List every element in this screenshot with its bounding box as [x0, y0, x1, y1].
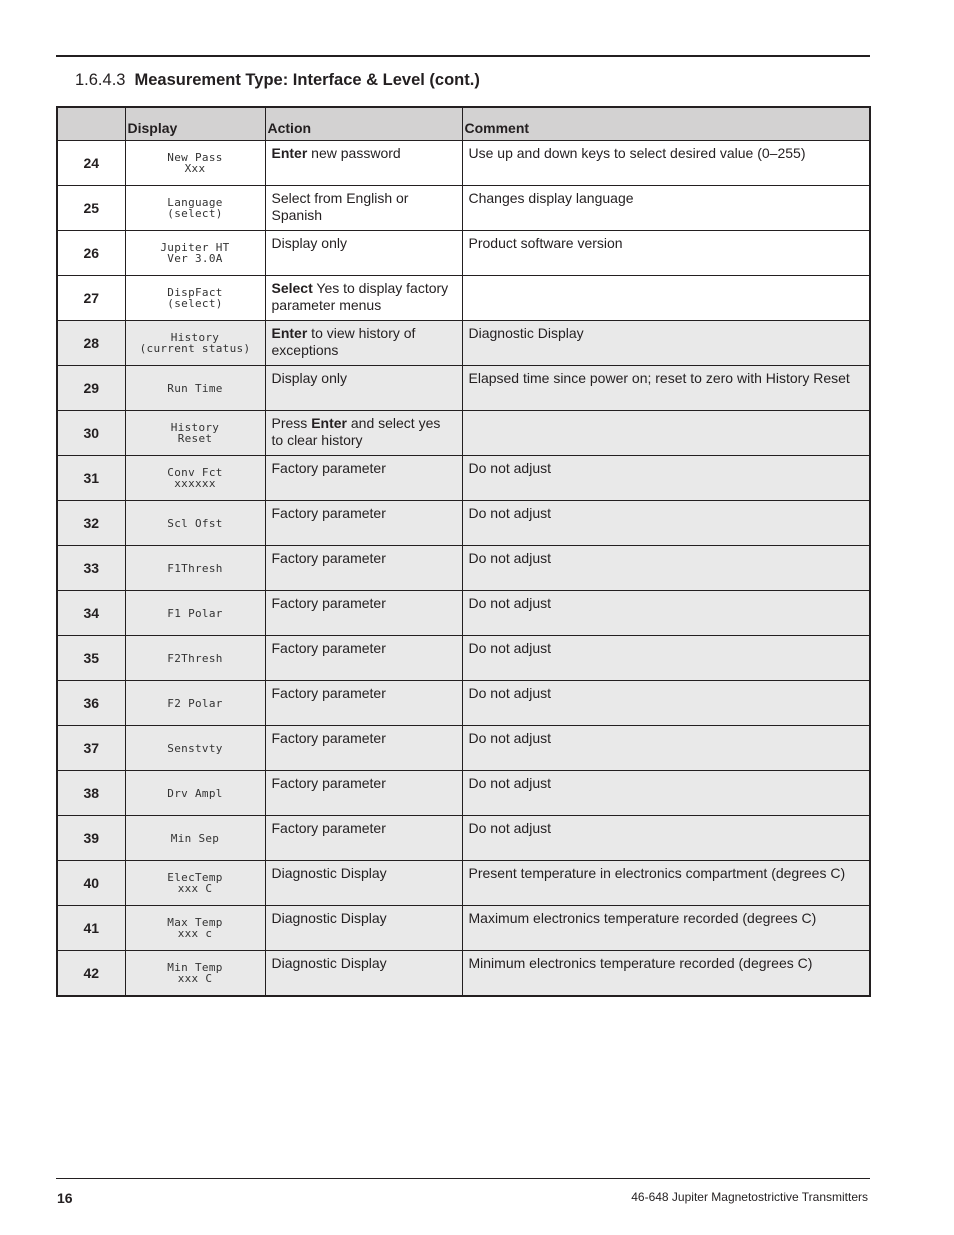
table-row: [57, 276, 870, 321]
display-text: [125, 276, 265, 321]
section-heading: [75, 71, 480, 90]
step-number: 27: [57, 276, 125, 321]
display-text: [125, 411, 265, 456]
display-text: [125, 186, 265, 231]
comment-text: Do not adjust: [462, 726, 870, 771]
display-text: [125, 951, 265, 997]
action-text: [265, 951, 462, 997]
action-description: Diagnostic Display: [271, 865, 387, 881]
action-key: Enter: [271, 145, 308, 161]
action-description: Display only: [271, 235, 347, 251]
action-text: [265, 141, 462, 186]
display-text: [125, 141, 265, 186]
step-number: 41: [57, 906, 125, 951]
display-text: [125, 861, 265, 906]
table-row: [57, 186, 870, 231]
action-text: [265, 366, 462, 411]
action-description: Factory parameter: [271, 730, 386, 746]
action-description: to view history of exceptions: [271, 325, 416, 358]
table-row: [57, 861, 870, 906]
comment-text: [462, 276, 870, 321]
action-description: Display only: [271, 370, 347, 386]
comment-text: Do not adjust: [462, 456, 870, 501]
table-row: [57, 456, 870, 501]
display-line-2: xxx C: [177, 972, 213, 985]
display-text: [125, 816, 265, 861]
action-text: [265, 411, 462, 456]
table-row: [57, 816, 870, 861]
action-text: [265, 186, 462, 231]
display-line-1: History: [170, 421, 220, 434]
action-text: [265, 861, 462, 906]
bottom-rule: [56, 1178, 870, 1179]
display-line-1: F1 Polar: [167, 606, 223, 620]
comment-text: Do not adjust: [462, 591, 870, 636]
top-rule: [56, 55, 870, 57]
action-text: [265, 816, 462, 861]
display-line-2: xxx C: [177, 882, 213, 895]
step-number: 26: [57, 231, 125, 276]
action-text: [265, 276, 462, 321]
action-text: [265, 456, 462, 501]
action-text: [265, 321, 462, 366]
display-text: [125, 681, 265, 726]
table-row: [57, 366, 870, 411]
step-number: 38: [57, 771, 125, 816]
step-number: 31: [57, 456, 125, 501]
action-key: Select: [271, 280, 313, 296]
step-number: 39: [57, 816, 125, 861]
step-number: 36: [57, 681, 125, 726]
display-line-1: Run Time: [167, 381, 223, 395]
display-line-1: DispFact: [167, 286, 223, 299]
action-description: Factory parameter: [271, 595, 386, 611]
display-line-1: Conv Fct: [167, 466, 223, 479]
step-number: 25: [57, 186, 125, 231]
display-line-1: Scl Ofst: [167, 516, 223, 530]
display-text: [125, 456, 265, 501]
table-row: [57, 591, 870, 636]
comment-text: Use up and down keys to select desired value (0–255): [462, 141, 870, 186]
display-line-2: (select): [167, 207, 223, 220]
step-number: 40: [57, 861, 125, 906]
action-description: Factory parameter: [271, 820, 386, 836]
display-line-1: Min Temp: [167, 961, 223, 974]
comment-text: [462, 411, 870, 456]
display-line-2: (select): [167, 297, 223, 310]
display-line-2: xxxxxx: [174, 477, 216, 490]
header-step: [57, 107, 125, 141]
display-line-1: New Pass: [167, 151, 223, 164]
display-text: [125, 726, 265, 771]
action-text: [265, 636, 462, 681]
action-description: Factory parameter: [271, 505, 386, 521]
display-line-1: Max Temp: [167, 916, 223, 929]
step-number: 34: [57, 591, 125, 636]
step-number: 28: [57, 321, 125, 366]
table-row: [57, 141, 870, 186]
action-text: [265, 726, 462, 771]
display-text: [125, 906, 265, 951]
comment-text: Do not adjust: [462, 771, 870, 816]
table-row: [57, 411, 870, 456]
table-row: [57, 951, 870, 997]
display-text: [125, 366, 265, 411]
display-line-1: F2 Polar: [167, 696, 223, 710]
action-description: Factory parameter: [271, 775, 386, 791]
section-number: 1.6.4.3: [75, 71, 126, 89]
display-line-1: History: [170, 331, 220, 344]
display-line-1: Min Sep: [170, 831, 220, 845]
document-title: 46-648 Jupiter Magnetostrictive Transmitters: [631, 1190, 868, 1204]
action-text: [265, 906, 462, 951]
comment-text: Do not adjust: [462, 546, 870, 591]
header-display: Display: [125, 107, 265, 141]
action-description: new password: [307, 145, 401, 161]
display-text: [125, 546, 265, 591]
header-action: Action: [265, 107, 462, 141]
comment-text: Minimum electronics temperature recorded (degrees C): [462, 951, 870, 997]
table-row: [57, 906, 870, 951]
table-header-row: [57, 107, 870, 141]
display-line-1: Language: [167, 196, 223, 209]
page-number: 16: [57, 1190, 73, 1206]
display-line-2: xxx c: [177, 927, 213, 940]
table-row: [57, 681, 870, 726]
step-number: 33: [57, 546, 125, 591]
action-description: Diagnostic Display: [271, 910, 387, 926]
step-number: 24: [57, 141, 125, 186]
table-row: [57, 771, 870, 816]
comment-text: Do not adjust: [462, 816, 870, 861]
display-line-1: Jupiter HT: [160, 241, 230, 254]
display-line-1: Senstvty: [167, 741, 223, 755]
action-text: [265, 681, 462, 726]
step-number: 42: [57, 951, 125, 997]
table-row: [57, 501, 870, 546]
action-text: [265, 501, 462, 546]
action-description: Factory parameter: [271, 685, 386, 701]
display-line-2: (current status): [139, 342, 251, 355]
display-line-1: ElecTemp: [167, 871, 223, 884]
comment-text: Do not adjust: [462, 681, 870, 726]
step-number: 32: [57, 501, 125, 546]
step-number: 30: [57, 411, 125, 456]
action-description: and select yes to clear history: [271, 415, 441, 448]
display-text: [125, 771, 265, 816]
comment-text: Maximum electronics temperature recorded (degrees C): [462, 906, 870, 951]
action-text: [265, 591, 462, 636]
action-text: [265, 771, 462, 816]
step-number: 35: [57, 636, 125, 681]
action-text: [265, 546, 462, 591]
step-number: 37: [57, 726, 125, 771]
display-text: [125, 501, 265, 546]
action-key: Enter: [311, 415, 347, 431]
section-title: Measurement Type: Interface & Level (cont.): [134, 71, 480, 89]
comment-text: Product software version: [462, 231, 870, 276]
display-text: [125, 591, 265, 636]
display-line-1: F2Thresh: [167, 651, 223, 665]
display-text: [125, 636, 265, 681]
comment-text: Do not adjust: [462, 501, 870, 546]
comment-text: Diagnostic Display: [462, 321, 870, 366]
step-number: 29: [57, 366, 125, 411]
comment-text: Present temperature in electronics compartment (degrees C): [462, 861, 870, 906]
menu-table: [56, 106, 871, 997]
display-text: [125, 231, 265, 276]
action-description: Factory parameter: [271, 550, 386, 566]
comment-text: Do not adjust: [462, 636, 870, 681]
header-comment: Comment: [462, 107, 870, 141]
comment-text: Changes display language: [462, 186, 870, 231]
display-line-2: Ver 3.0A: [167, 252, 223, 265]
table-row: [57, 321, 870, 366]
display-line-2: Reset: [177, 432, 213, 445]
action-prefix: Press: [271, 415, 312, 431]
display-line-1: Drv Ampl: [167, 786, 223, 800]
action-description: Factory parameter: [271, 460, 386, 476]
action-description: Yes to display factory parameter menus: [271, 280, 449, 313]
display-line-1: F1Thresh: [167, 561, 223, 575]
display-text: [125, 321, 265, 366]
action-text: [265, 231, 462, 276]
action-description: Factory parameter: [271, 640, 386, 656]
action-description: Select from English or Spanish: [271, 190, 409, 223]
table-row: [57, 546, 870, 591]
table-row: [57, 636, 870, 681]
action-description: Diagnostic Display: [271, 955, 387, 971]
display-line-2: Xxx: [184, 162, 206, 175]
table-row: [57, 726, 870, 771]
action-key: Enter: [271, 325, 308, 341]
comment-text: Elapsed time since power on; reset to zero with History Reset: [462, 366, 870, 411]
table-row: [57, 231, 870, 276]
